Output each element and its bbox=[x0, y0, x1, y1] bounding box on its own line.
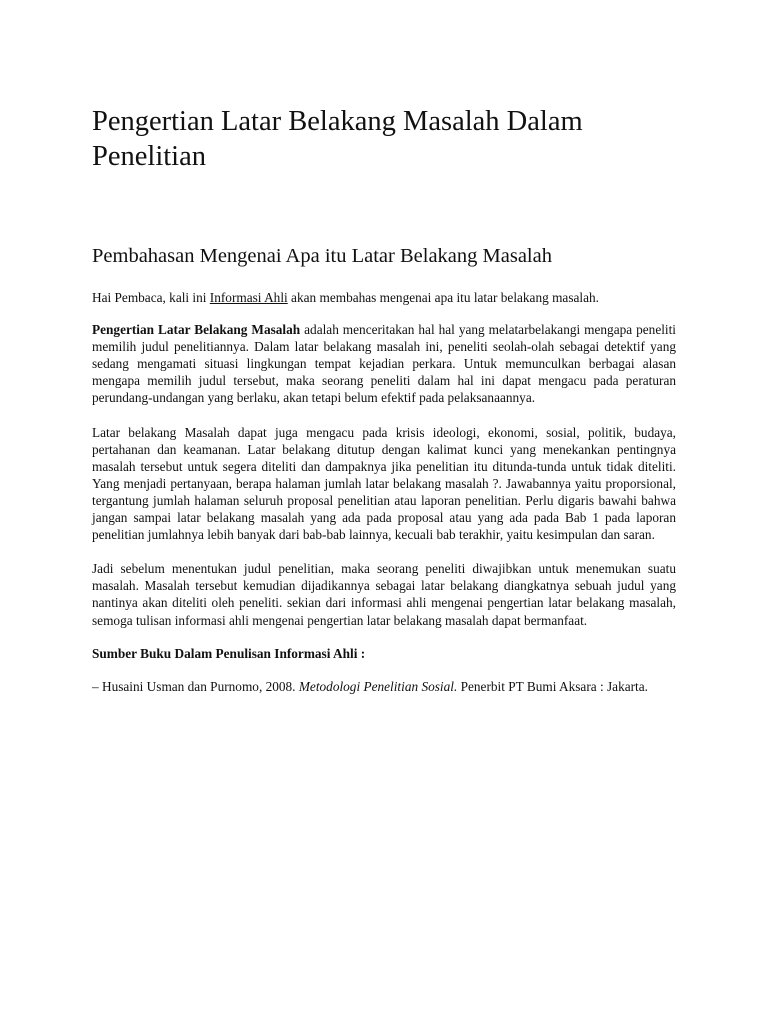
conclusion-paragraph: Jadi sebelum menentukan judul penelitian, maka seorang peneliti diwajibkan untuk menemukan suatu masalah. Masalah tersebut kemudian dijadikannya sebagai latar belakang diangkatnya sebuah judul yang nantinya akan diteliti oleh peneliti. sekian dari informasi ahli mengenai pengertian latar belakang masalah, semoga tulisan informasi ahli mengenai pengertian latar belakang masalah dapat bermanfaat. bbox=[92, 561, 676, 628]
definition-paragraph bbox=[92, 321, 676, 406]
latar-belakang-paragraph: Latar belakang Masalah dapat juga mengacu pada krisis ideologi, ekonomi, sosial, politik, budaya, pertahanan dan keamanan. Latar belakang ditutup dengan kalimat kunci yang menekankan pentingnya masalah tersebut untuk segera diteliti dan dampaknya jika penelitian itu ditunda-tunda untuk tidak diteliti. Yang menjadi pertanyaan, berapa halaman jumlah latar belakang masalah ?. Jawabannya yaitu proporsional, tergantung jumlah halaman seluruh proposal penelitian atau laporan penelitian. Perlu digaris bawahi bahwa jangan sampai latar belakang masalah yang ada pada proposal atau yang ada pada Bab 1 pada laporan penelitian jumlahnya lebih banyak dari bab-bab lainnya, kecuali bab terakhir, yaitu kesimpulan dan saran. bbox=[92, 424, 676, 543]
definition-text: adalah menceritakan hal hal yang melatarbelakangi mengapa peneliti memilih judul penelitiannya. Dalam latar belakang masalah ini, peneliti seolah-olah sebagai detektif yang sedang mengamati situasi lingkungan tempat kejadian perkara. Untuk memunculkan berbagai alasan mengapa memilih judul tersebut, maka seorang peneliti dalam hal ini dapat mengacu pada peraturan perundang-undangan yang berlaku, akan tetapi belum efektif pada pelaksanaannya. bbox=[92, 322, 676, 406]
source-entry-prefix: – Husaini Usman dan Purnomo, 2008. bbox=[92, 678, 299, 694]
section-heading: Pembahasan Mengenai Apa itu Latar Belakang Masalah bbox=[92, 245, 552, 267]
intro-text-before: Hai Pembaca, kali ini bbox=[92, 290, 210, 305]
informasi-ahli-link[interactable]: Informasi Ahli bbox=[209, 290, 288, 305]
document-title: Pengertian Latar Belakang Masalah Dalam Penelitian bbox=[92, 106, 583, 172]
source-entry-suffix: Penerbit PT Bumi Aksara : Jakarta. bbox=[457, 678, 648, 694]
intro-text-after: akan membahas mengenai apa itu latar belakang masalah. bbox=[287, 290, 599, 305]
source-entry bbox=[92, 678, 676, 695]
intro-paragraph bbox=[92, 289, 676, 306]
definition-term: Pengertian Latar Belakang Masalah bbox=[92, 322, 301, 338]
sources-heading: Sumber Buku Dalam Penulisan Informasi Ahli : bbox=[92, 645, 366, 661]
source-entry-title: Metodologi Penelitian Sosial. bbox=[298, 678, 458, 694]
